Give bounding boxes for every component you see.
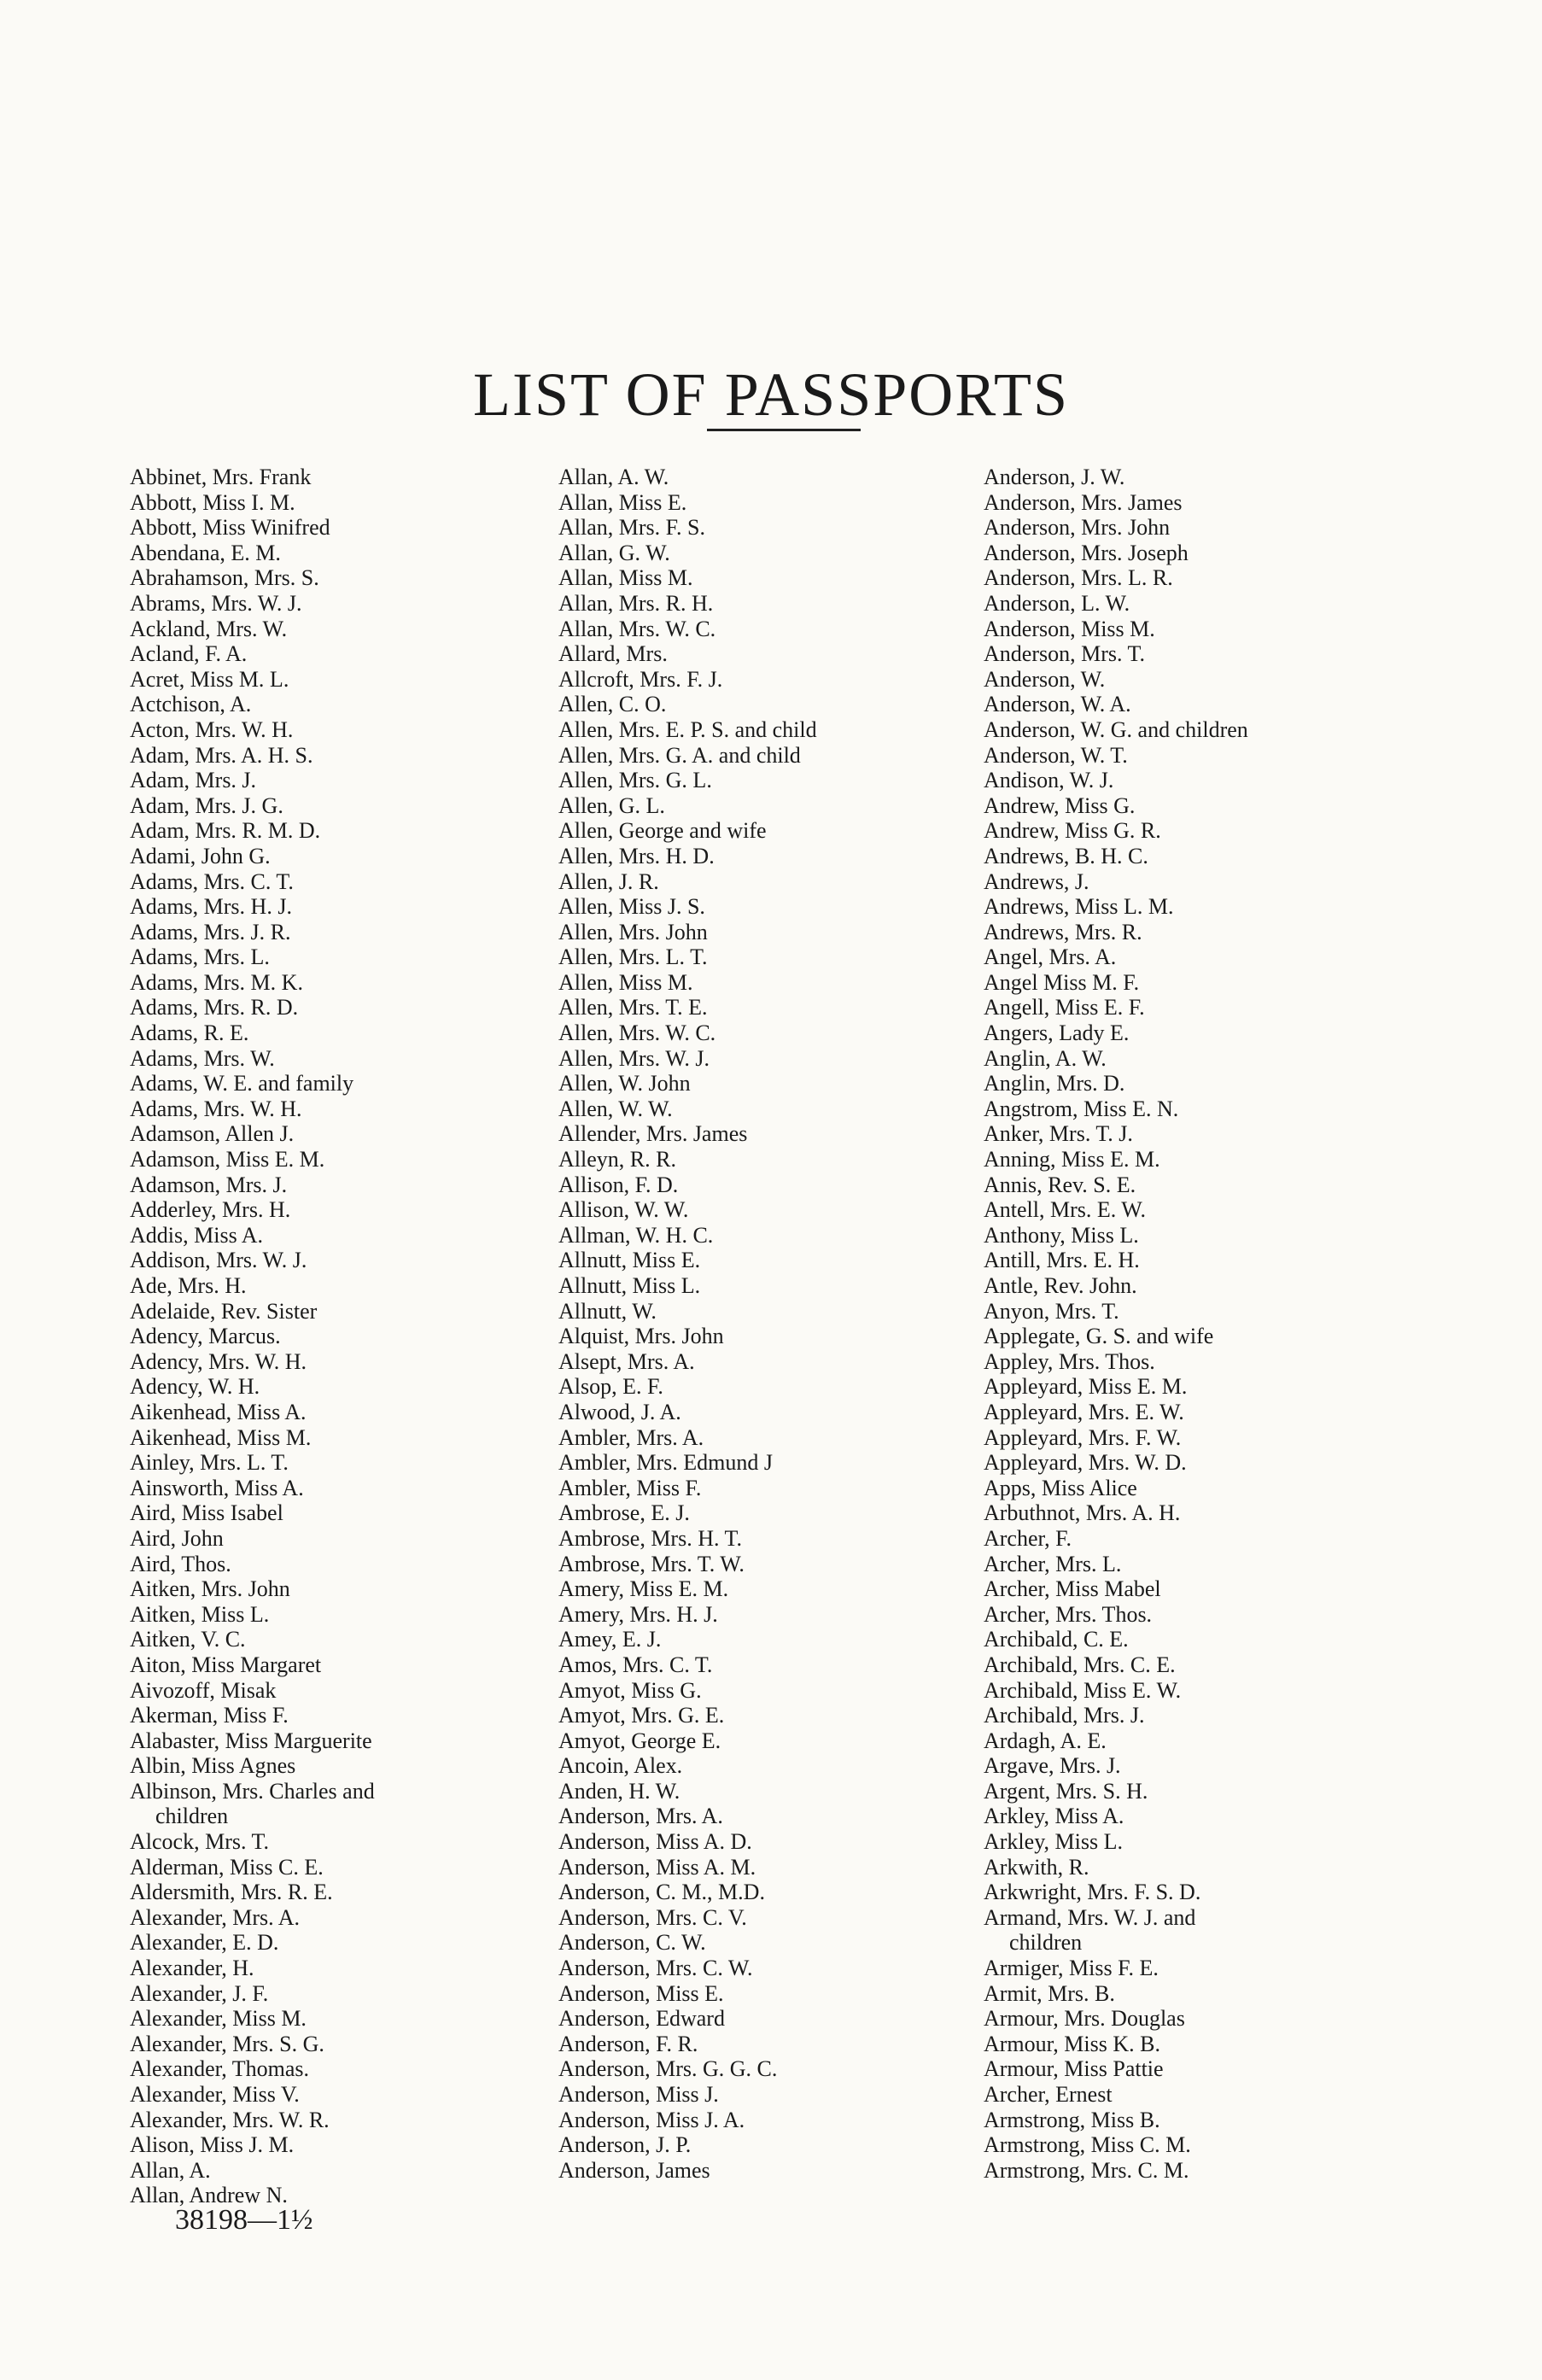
passport-entry: Adam, Mrs. A. H. S. [130,742,313,768]
name-column-1 [130,465,531,2208]
passport-entry: Allen, George and wife [558,818,767,844]
passport-entry: Alexander, Mrs. A. [130,1904,300,1930]
passport-entry: Aitken, Mrs. John [130,1576,290,1602]
passport-entry: Ambrose, Mrs. T. W. [558,1551,745,1576]
passport-entry: Armit, Mrs. B. [984,1980,1115,2006]
passport-entry: Anderson, Mrs. John [984,515,1171,541]
passport-entry: Anderson, Miss A. D. [558,1829,752,1855]
passport-entry: Archibald, Miss E. W. [984,1677,1182,1703]
passport-entry: Anglin, Mrs. D. [984,1071,1125,1096]
passport-entry: Alsop, E. F. [558,1374,663,1400]
passport-entry: Aird, John [130,1525,224,1551]
passport-entry: Aird, Thos. [130,1551,231,1576]
passport-entry: Anderson, W. T. [984,742,1128,768]
passport-entry: Adamson, Mrs. J. [130,1172,288,1197]
passport-entry: Alderman, Miss C. E. [130,1854,324,1880]
passport-entry: Appley, Mrs. Thos. [984,1348,1155,1374]
passport-entry: Abbinet, Mrs. Frank [130,465,312,489]
passport-entry: Adderley, Mrs. H. [130,1197,291,1223]
passport-entry: Anthony, Miss L. [984,1222,1139,1248]
passport-entry: Ambler, Mrs. Edmund J [558,1450,773,1476]
passport-entry: Alexander, J. F. [130,1980,269,2006]
passport-entry: Akerman, Miss F. [130,1703,289,1728]
passport-entry: Allen, Miss M. [558,969,693,995]
passport-entry: Adams, Mrs. L. [130,944,270,970]
passport-entry: Armour, Miss K. B. [984,2031,1160,2056]
passport-entry: Allen, C. O. [558,692,667,717]
passport-entry: Allender, Mrs. James [558,1121,748,1147]
passport-entry: Ambrose, Mrs. H. T. [558,1525,742,1551]
passport-entry: Allan, A. [130,2157,211,2183]
passport-entry: Anker, Mrs. T. J. [984,1121,1133,1147]
passport-entry: Archibald, C. E. [984,1627,1129,1652]
passport-entry: Anderson, Mrs. T. [984,641,1145,667]
passport-entry: Anderson, James [558,2157,710,2183]
passport-entry: Allcroft, Mrs. F. J. [558,666,723,692]
passport-entry: Anderson, F. R. [558,2031,698,2056]
passport-entry: Allan, Andrew N. [130,2183,288,2208]
passport-entry: Ade, Mrs. H. [130,1273,247,1298]
passport-entry: Allen, W. John [558,1071,691,1096]
passport-entry: Alsept, Mrs. A. [558,1348,695,1374]
passport-entry: Arkley, Miss L. [984,1829,1123,1855]
passport-entry: Amyot, Mrs. G. E. [558,1703,725,1728]
passport-entry: Anyon, Mrs. T. [984,1298,1119,1324]
passport-entry: Allan, G. W. [558,540,670,565]
passport-entry: Ardagh, A. E. [984,1728,1107,1753]
passport-entry: Arbuthnot, Mrs. A. H. [984,1500,1181,1526]
passport-entry: Alwood, J. A. [558,1399,681,1424]
passport-entry: Allison, F. D. [558,1172,679,1197]
passport-entry: Ancoin, Alex. [558,1753,683,1779]
passport-entry: Aird, Miss Isabel [130,1500,283,1526]
passport-entry: Angel, Mrs. A. [984,944,1117,970]
passport-entry: Amyot, George E. [558,1728,721,1753]
passport-entry: Anden, H. W. [558,1778,680,1804]
passport-entry: Adams, Mrs. C. T. [130,868,294,894]
passport-entry: Apps, Miss Alice [984,1475,1137,1500]
passport-entry: Alabaster, Miss Marguerite [130,1728,372,1753]
passport-entry: Antle, Rev. John. [984,1273,1137,1298]
passport-entry: Applegate, G. S. and wife [984,1324,1214,1349]
passport-entry: Adency, Marcus. [130,1324,281,1349]
passport-entry: Alquist, Mrs. John [558,1324,724,1349]
passport-entry: Adams, W. E. and family [130,1071,354,1096]
passport-entry: Arkwith, R. [984,1854,1089,1880]
passport-entry: Abendana, E. M. [130,540,281,565]
passport-entry: Arkley, Miss A. [984,1804,1124,1829]
passport-entry: Armiger, Miss F. E. [984,1956,1159,1981]
passport-entry: Aitken, Miss L. [130,1601,270,1627]
passport-entry: Arkwright, Mrs. F. S. D. [984,1880,1201,1905]
passport-entry-continuation: children [155,1804,229,1829]
passport-entry: Antill, Mrs. E. H. [984,1248,1140,1273]
passport-entry: Amyot, Miss G. [558,1677,702,1703]
passport-entry: Allen, W. W. [558,1096,673,1121]
passport-entry: Adami, John G. [130,843,271,868]
passport-entry: Armstrong, Mrs. C. M. [984,2157,1189,2183]
passport-entry: Antell, Mrs. E. W. [984,1197,1146,1223]
passport-entry: Allen, Miss J. S. [558,894,705,920]
passport-entry: Andrews, B. H. C. [984,843,1148,868]
passport-entry: Adams, Mrs. H. J. [130,894,292,920]
passport-entry: Alison, Miss J. M. [130,2132,295,2158]
passport-entry: Adamson, Allen J. [130,1121,295,1147]
passport-entry: Ambrose, E. J. [558,1500,690,1526]
passport-entry: Anderson, Mrs. A. [558,1804,723,1829]
passport-entry: Andrews, Mrs. R. [984,919,1142,944]
name-column-2 [558,465,960,2183]
passport-entry: Anderson, Mrs. C. W. [558,1956,753,1981]
passport-entry: Allan, A. W. [558,465,669,489]
passport-entry: Aikenhead, Miss M. [130,1424,312,1450]
passport-entry: Anderson, C. M., M.D. [558,1880,765,1905]
passport-entry: Ambler, Mrs. A. [558,1424,704,1450]
passport-entry: Archibald, Mrs. J. [984,1703,1145,1728]
passport-entry: Anderson, W. A. [984,692,1131,717]
passport-entry: Adency, W. H. [130,1374,260,1400]
passport-entry: Archer, Ernest [984,2082,1113,2107]
passport-entry: Anderson, Miss M. [984,616,1155,641]
passport-entry: Ainley, Mrs. L. T. [130,1450,289,1476]
passport-entry: Ambler, Miss F. [558,1475,702,1500]
passport-entry: Amery, Miss E. M. [558,1576,729,1602]
passport-entry: Anderson, Mrs. James [984,489,1183,515]
passport-entry: Anderson, Miss J. A. [558,2107,745,2132]
passport-entry: Anderson, Miss A. M. [558,1854,756,1880]
passport-entry: Alexander, Mrs. S. G. [130,2031,324,2056]
passport-entry: Addis, Miss A. [130,1222,264,1248]
passport-entry: Acret, Miss M. L. [130,666,289,692]
passport-entry: Ackland, Mrs. W. [130,616,288,641]
passport-entry: Addison, Mrs. W. J. [130,1248,307,1273]
passport-entry: Anderson, J. W. [984,465,1125,489]
passport-entry: Armour, Mrs. Douglas [984,2006,1185,2032]
passport-entry: Allen, G. L. [558,792,665,818]
passport-entry: Andison, W. J. [984,768,1114,793]
passport-entry: Argave, Mrs. J. [984,1753,1121,1779]
passport-entry: Anderson, J. P. [558,2132,692,2158]
passport-entry: Armstrong, Miss C. M. [984,2132,1191,2158]
passport-entry: Angstrom, Miss E. N. [984,1096,1179,1121]
passport-entry: Allan, Mrs. W. C. [558,616,716,641]
passport-entry: Angel Miss M. F. [984,969,1140,995]
passport-entry: Adam, Mrs. R. M. D. [130,818,321,844]
passport-entry: Anderson, W. [984,666,1106,692]
page-footer-number: 38198—1½ [175,2204,313,2236]
name-column-3 [984,465,1411,2183]
passport-entry: Appleyard, Mrs. F. W. [984,1424,1182,1450]
passport-entry: Anning, Miss E. M. [984,1147,1160,1172]
passport-entry: Allen, Mrs. E. P. S. and child [558,716,817,742]
passport-entry: Adamson, Miss E. M. [130,1147,325,1172]
page-title: LIST OF PASSPORTS [473,360,1069,430]
passport-entry: Alexander, H. [130,1956,254,1981]
passport-entry: Archer, Miss Mabel [984,1576,1161,1602]
passport-entry: Abbott, Miss I. M. [130,489,295,515]
passport-entry: Anderson, W. G. and children [984,716,1248,742]
passport-entry: Allison, W. W. [558,1197,689,1223]
passport-entry: Allard, Mrs. [558,641,668,667]
passport-entry: Aikenhead, Miss A. [130,1399,307,1424]
passport-entry: Aiton, Miss Margaret [130,1652,322,1677]
passport-entry: Allnutt, Miss E. [558,1248,701,1273]
passport-entry: Alexander, Thomas. [130,2056,310,2082]
passport-entry: Amey, E. J. [558,1627,662,1652]
passport-entry: Andrew, Miss G. [984,792,1136,818]
passport-entry: Acton, Mrs. W. H. [130,716,294,742]
passport-entry: Allen, Mrs. T. E. [558,995,708,1020]
passport-entry: Argent, Mrs. S. H. [984,1778,1148,1804]
passport-entry: Adams, Mrs. W. H. [130,1096,302,1121]
passport-entry: Allen, Mrs. John [558,919,708,944]
passport-entry: Allman, W. H. C. [558,1222,714,1248]
passport-entry: Archer, Mrs. Thos. [984,1601,1153,1627]
passport-entry: Abbott, Miss Winifred [130,515,330,541]
passport-entry: Anderson, L. W. [984,590,1130,616]
passport-entry: Abrahamson, Mrs. S. [130,565,319,591]
passport-entry: Allen, Mrs. H. D. [558,843,715,868]
passport-entry: Alcock, Mrs. T. [130,1829,269,1855]
passport-entry: Ainsworth, Miss A. [130,1475,304,1500]
passport-entry: Appleyard, Mrs. W. D. [984,1450,1187,1476]
passport-entry: Archibald, Mrs. C. E. [984,1652,1176,1677]
passport-entry: Alexander, Mrs. W. R. [130,2107,330,2132]
passport-entry: Angers, Lady E. [984,1020,1130,1046]
passport-entry: Allnutt, Miss L. [558,1273,701,1298]
passport-entry: Allen, Mrs. G. L. [558,768,712,793]
passport-entry: Aitken, V. C. [130,1627,246,1652]
passport-entry: Anderson, Mrs. Joseph [984,540,1189,565]
passport-entry: Acland, F. A. [130,641,248,667]
passport-entry: Alexander, Miss M. [130,2006,307,2032]
passport-entry: Anderson, Mrs. G. G. C. [558,2056,778,2082]
passport-entry: Allan, Mrs. F. S. [558,515,705,541]
passport-entry: Andrew, Miss G. R. [984,818,1161,844]
passport-entry: Amos, Mrs. C. T. [558,1652,713,1677]
passport-entry-continuation: children [1009,1930,1083,1956]
passport-entry: Allen, J. R. [558,868,659,894]
passport-entry: Adams, Mrs. M. K. [130,969,303,995]
passport-entry: Allnutt, W. [558,1298,657,1324]
title-rule [707,429,861,431]
passport-entry: Allen, Mrs. L. T. [558,944,708,970]
passport-entry: Actchison, A. [130,692,252,717]
passport-entry: Anderson, Mrs. L. R. [984,565,1173,591]
passport-entry: Anderson, Miss E. [558,1980,724,2006]
passport-entry: Adams, Mrs. W. [130,1045,275,1071]
passport-entry: Allan, Miss E. [558,489,687,515]
passport-entry: Appleyard, Miss E. M. [984,1374,1188,1400]
passport-entry: Andrews, Miss L. M. [984,894,1174,920]
passport-entry: Appleyard, Mrs. E. W. [984,1399,1184,1424]
passport-entry: Adams, Mrs. J. R. [130,919,291,944]
passport-entry: Allan, Mrs. R. H. [558,590,714,616]
passport-entry: Anderson, Mrs. C. V. [558,1904,747,1930]
passport-entry: Albin, Miss Agnes [130,1753,296,1779]
passport-entry: Albinson, Mrs. Charles and [130,1778,375,1804]
passport-entry: Alleyn, R. R. [558,1147,676,1172]
passport-entry: Adency, Mrs. W. H. [130,1348,307,1374]
passport-entry: Archer, F. [984,1525,1072,1551]
passport-entry: Armand, Mrs. W. J. and [984,1904,1196,1930]
passport-entry: Adams, R. E. [130,1020,249,1046]
passport-entry: Anderson, C. W. [558,1930,706,1956]
passport-entry: Angell, Miss E. F. [984,995,1145,1020]
passport-entry: Armour, Miss Pattie [984,2056,1164,2082]
passport-entry: Allan, Miss M. [558,565,693,591]
passport-entry: Archer, Mrs. L. [984,1551,1122,1576]
passport-entry: Aldersmith, Mrs. R. E. [130,1880,333,1905]
passport-entry: Adam, Mrs. J. G. [130,792,283,818]
passport-entry: Anderson, Miss J. [558,2082,719,2107]
passport-entry: Aivozoff, Misak [130,1677,277,1703]
passport-entry: Amery, Mrs. H. J. [558,1601,718,1627]
passport-entry: Allen, Mrs. G. A. and child [558,742,801,768]
passport-entry: Armstrong, Miss B. [984,2107,1160,2132]
passport-entry: Anderson, Edward [558,2006,725,2032]
passport-entry: Adam, Mrs. J. [130,768,257,793]
passport-entry: Anglin, A. W. [984,1045,1107,1071]
passport-entry: Allen, Mrs. W. J. [558,1045,710,1071]
passport-entry: Adams, Mrs. R. D. [130,995,299,1020]
passport-entry: Allen, Mrs. W. C. [558,1020,716,1046]
passport-entry: Annis, Rev. S. E. [984,1172,1136,1197]
passport-entry: Alexander, E. D. [130,1930,279,1956]
passport-entry: Adelaide, Rev. Sister [130,1298,318,1324]
passport-entry: Alexander, Miss V. [130,2082,300,2107]
passport-entry: Abrams, Mrs. W. J. [130,590,302,616]
passport-entry: Andrews, J. [984,868,1089,894]
